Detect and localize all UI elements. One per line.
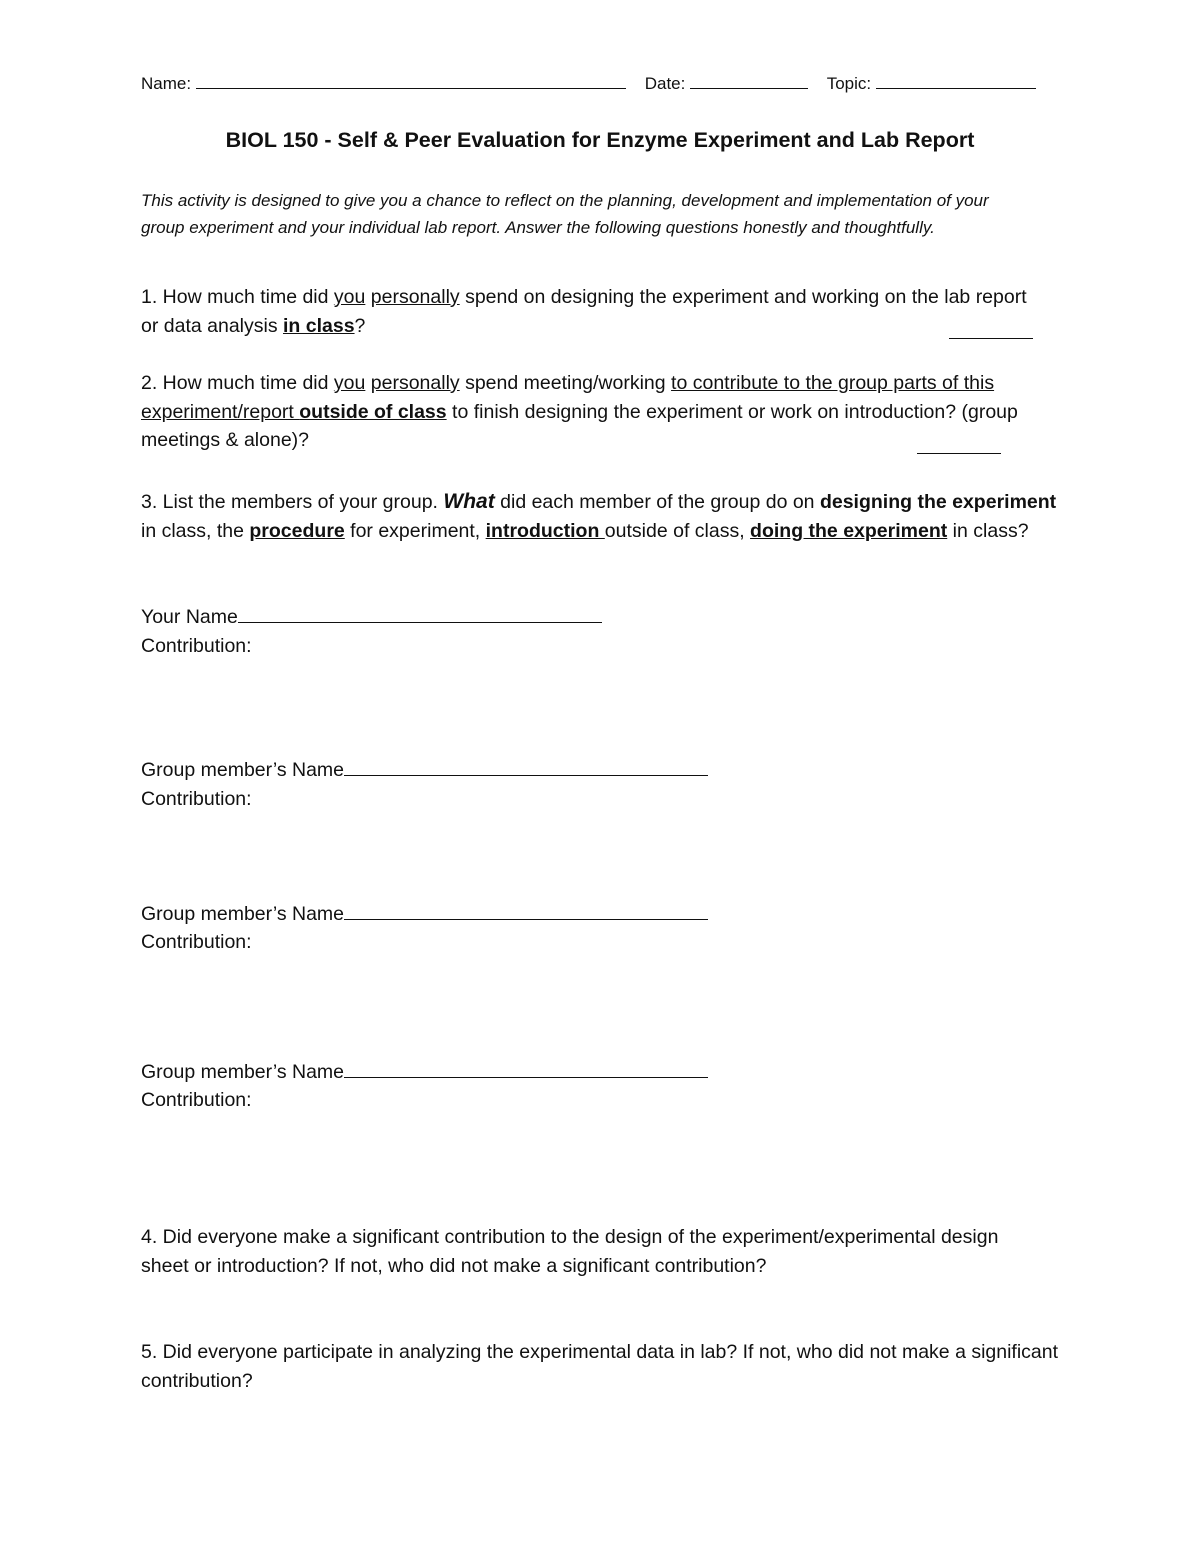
question-5: 5. Did everyone participate in analyzing the experimental data in lab? If not, who did not make a significant contribution? <box>141 1341 1059 1392</box>
date-blank[interactable] <box>690 74 808 89</box>
question-3: 3. List the members of your group. What did each member of the group do on designing the experiment in class, the procedure for experiment, introduction outside of class, doing the experiment in class? <box>141 490 1057 542</box>
date-label: Date: <box>644 74 686 93</box>
question-2-answer-blank[interactable] <box>917 453 1001 454</box>
your-contribution-label: Contribution: <box>141 635 252 657</box>
member-2-name-row: Group member’s Name <box>141 900 708 929</box>
topic-label: Topic: <box>826 74 872 93</box>
page-title: BIOL 150 - Self & Peer Evaluation for Enzyme Experiment and Lab Report <box>225 128 975 152</box>
member-1-contribution-label: Contribution: <box>141 788 252 810</box>
member-3-name-blank[interactable] <box>344 1059 708 1078</box>
name-blank[interactable] <box>196 74 626 89</box>
question-1: 1. How much time did you personally spend on designing the experiment and working on the lab report or data analysis in class? <box>141 286 1027 337</box>
member-2-name-blank[interactable] <box>344 901 708 920</box>
name-label: Name: <box>141 74 192 93</box>
your-name-blank[interactable] <box>238 604 602 623</box>
member-1-name-blank[interactable] <box>344 757 708 776</box>
header-fields <box>141 74 1036 94</box>
your-name-row: Your Name <box>141 603 602 632</box>
member-3-name-row: Group member’s Name <box>141 1058 708 1087</box>
member-1-name-row: Group member’s Name <box>141 756 708 785</box>
question-2: 2. How much time did you personally spend meeting/working to contribute to the group parts of this experiment/report outside of class to finish designing the experiment or work on introduction? (group meetings & alone)? <box>141 372 1018 451</box>
intro-text: This activity is designed to give you a chance to reflect on the planning, development and implementation of your group experiment and your individual lab report. Answer the following questions honestly and thoughtfully. <box>141 191 989 237</box>
question-4: 4. Did everyone make a significant contribution to the design of the experiment/experimental design sheet or introduction? If not, who did not make a significant contribution? <box>141 1226 999 1277</box>
question-1-answer-blank[interactable] <box>949 338 1033 339</box>
member-3-contribution-label: Contribution: <box>141 1089 252 1111</box>
member-2-contribution-label: Contribution: <box>141 931 252 953</box>
topic-blank[interactable] <box>876 74 1036 89</box>
